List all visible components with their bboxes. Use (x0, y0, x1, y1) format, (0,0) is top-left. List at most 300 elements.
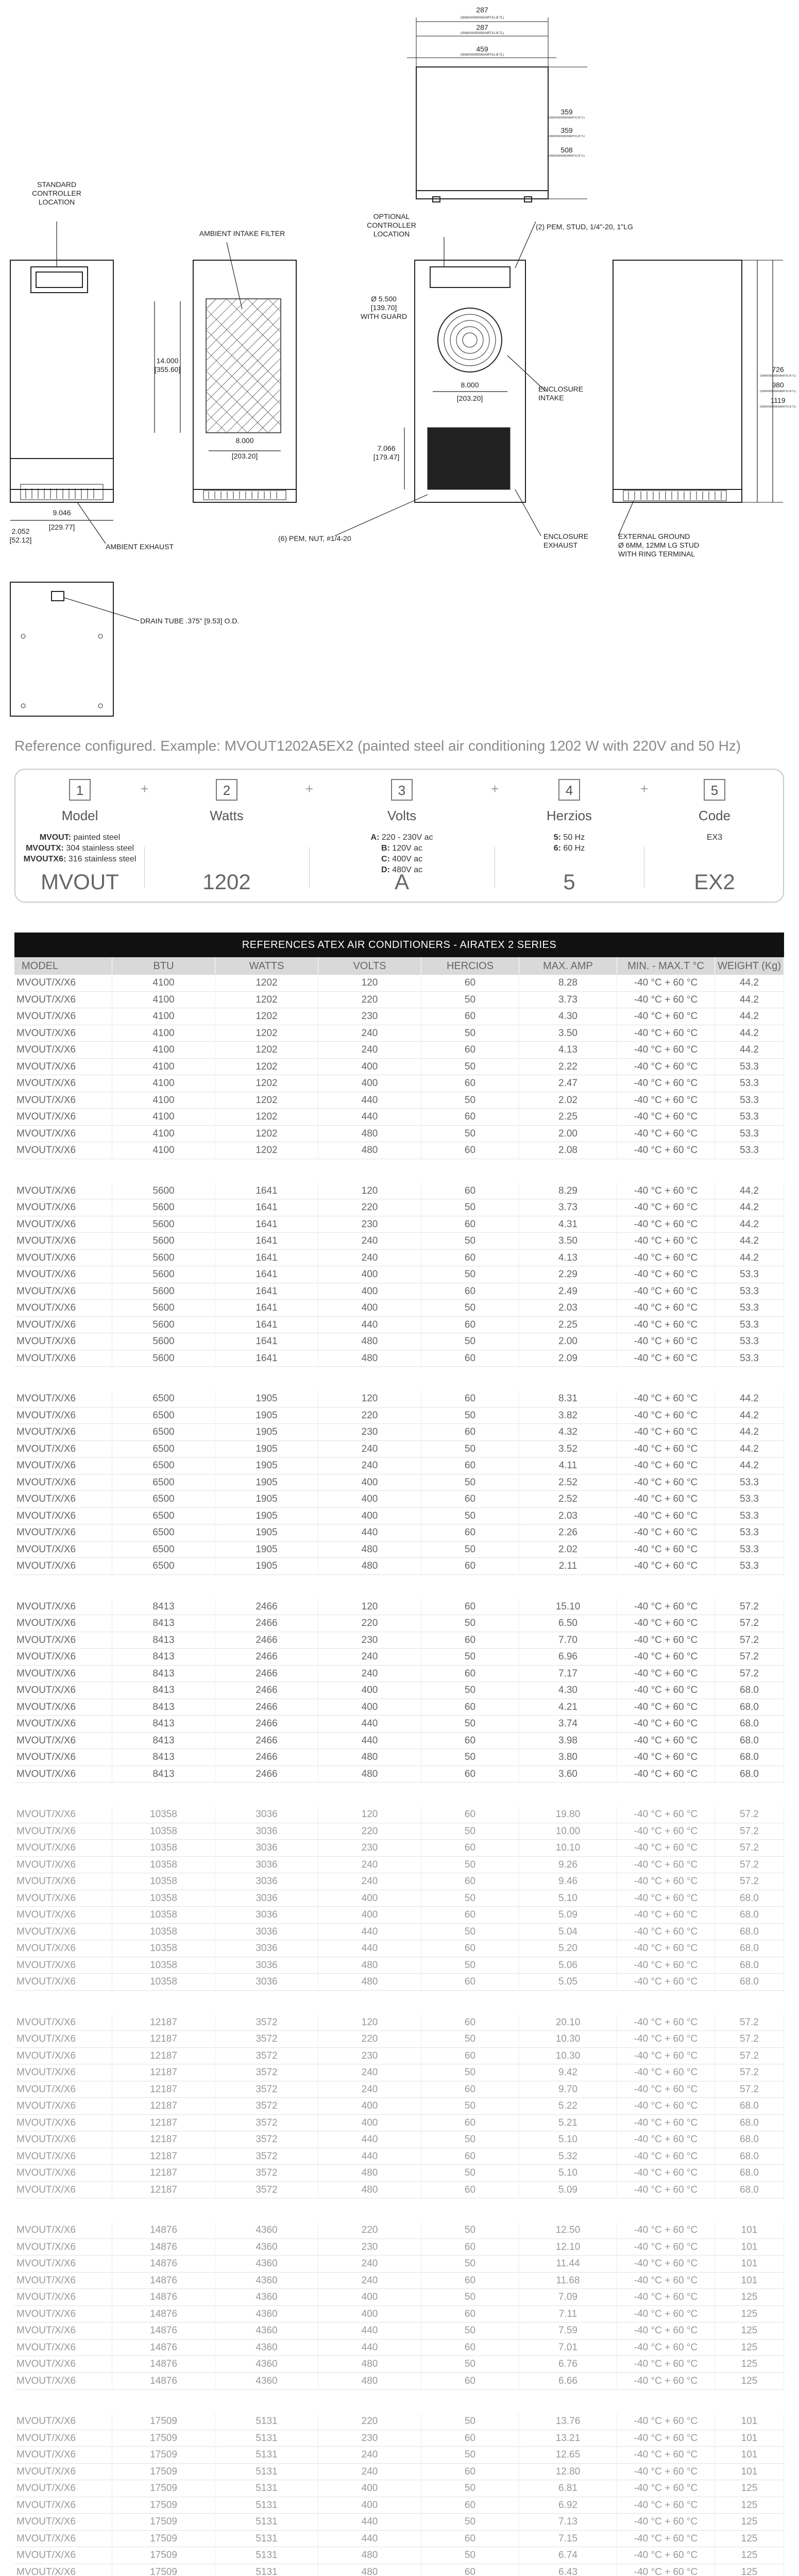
dim-726: 726 (772, 365, 784, 374)
table-cell: 400 (318, 1890, 421, 1906)
dim-287-b-sub: (SNWX00000000AIRTX1-B TL) (460, 32, 504, 35)
table-cell: MVOUT/X/X6 (14, 1823, 112, 1839)
config-plus-sign: + (491, 781, 499, 796)
table-cell: 480 (318, 2356, 421, 2372)
table-cell: 240 (318, 2464, 421, 2480)
table-cell: 480 (318, 2547, 421, 2563)
table-row (14, 2547, 784, 2564)
table-cell: -40 °C + 60 °C (617, 1957, 715, 1973)
table-cell: MVOUT/X/X6 (14, 2131, 112, 2147)
table-cell: MVOUT/X/X6 (14, 1857, 112, 1873)
table-cell: 50 (421, 2447, 519, 2463)
table-cell: 50 (421, 1541, 519, 1557)
table-cell: 4100 (112, 1092, 215, 1108)
table-cell: 9.26 (519, 1857, 617, 1873)
table-cell: -40 °C + 60 °C (617, 1025, 715, 1041)
table-row (14, 1491, 784, 1508)
table-cell: MVOUT/X/X6 (14, 2564, 112, 2576)
config-column-3 (309, 770, 495, 902)
table-row (14, 1042, 784, 1059)
table-cell: MVOUT/X/X6 (14, 2222, 112, 2238)
table-row (14, 2323, 784, 2340)
table-cell: 53.3 (715, 1266, 784, 1282)
table-header-cell: MIN. - MAX.T °C (617, 957, 715, 975)
table-cell: 60 (421, 1974, 519, 1990)
table-cell: 240 (318, 2081, 421, 2097)
table-cell: MVOUT/X/X6 (14, 2014, 112, 2030)
table-row (14, 1666, 784, 1683)
table-cell: -40 °C + 60 °C (617, 2031, 715, 2047)
dim-359-b: 359 (560, 126, 573, 134)
table-cell: 60 (421, 1840, 519, 1856)
table-cell: MVOUT/X/X6 (14, 1183, 112, 1199)
table-cell: 10358 (112, 1890, 215, 1906)
table-cell: MVOUT/X/X6 (14, 1974, 112, 1990)
table-cell: 2.26 (519, 1524, 617, 1540)
table-cell: MVOUT/X/X6 (14, 2413, 112, 2429)
config-step-label: Volts (387, 808, 417, 823)
table-cell: 400 (318, 1682, 421, 1698)
table-cell: 3036 (215, 1873, 318, 1889)
table-row (14, 1649, 784, 1666)
table-cell: 50 (421, 2356, 519, 2372)
table-cell: 125 (715, 2531, 784, 2547)
table-cell: 400 (318, 1266, 421, 1282)
table-cell: 12187 (112, 2148, 215, 2164)
config-step-label: Model (61, 808, 98, 823)
table-cell: 53.3 (715, 1075, 784, 1091)
table-row (14, 2306, 784, 2323)
table-cell: 5131 (215, 2447, 318, 2463)
dim-287-b: 287 (476, 23, 488, 31)
table-cell: 12187 (112, 2165, 215, 2181)
dim-508: 508 (560, 146, 573, 154)
table-cell: MVOUT/X/X6 (14, 1840, 112, 1856)
table-cell: 125 (715, 2323, 784, 2338)
table-cell: 68.0 (715, 1940, 784, 1956)
table-cell: 6500 (112, 1408, 215, 1423)
table-cell: 50 (421, 2131, 519, 2147)
config-step-value: 5 (563, 870, 575, 894)
table-cell: 125 (715, 2564, 784, 2576)
table-cell: MVOUT/X/X6 (14, 2048, 112, 2064)
table-cell: 19.80 (519, 1806, 617, 1822)
config-step-options: 5: 50 Hz 6: 60 Hz (553, 833, 585, 853)
table-cell: -40 °C + 60 °C (617, 1126, 715, 1142)
table-cell: -40 °C + 60 °C (617, 1716, 715, 1732)
table-row (14, 1317, 784, 1334)
table-cell: MVOUT/X/X6 (14, 2115, 112, 2131)
table-cell: -40 °C + 60 °C (617, 2480, 715, 2496)
pem-stud-label: (2) PEM, STUD, 1/4"-20, 1"LG (536, 223, 633, 231)
table-cell: -40 °C + 60 °C (617, 2323, 715, 2338)
table-cell: 3572 (215, 2014, 318, 2030)
dim-8-b-label-1: 8.000 (461, 381, 479, 389)
table-cell: -40 °C + 60 °C (617, 1250, 715, 1266)
table-cell: 60 (421, 2430, 519, 2446)
table-cell: 60 (421, 1873, 519, 1889)
table-row (14, 1924, 784, 1941)
table-cell: 6500 (112, 1541, 215, 1557)
table-cell: -40 °C + 60 °C (617, 1558, 715, 1574)
table-row (14, 1857, 784, 1874)
table-row (14, 2165, 784, 2182)
table-cell: MVOUT/X/X6 (14, 1059, 112, 1075)
table-cell: 4100 (112, 1109, 215, 1125)
table-cell: 6.74 (519, 2547, 617, 2563)
table-cell: MVOUT/X/X6 (14, 1508, 112, 1524)
technical-drawings (0, 0, 799, 721)
table-cell: 6500 (112, 1475, 215, 1490)
config-step-label: Code (698, 808, 731, 823)
table-cell: 14876 (112, 2323, 215, 2338)
table-cell: 2.25 (519, 1317, 617, 1333)
dim-14-label-1: 14.000 (156, 357, 179, 365)
dim-8-a-label-1: 8.000 (235, 436, 254, 445)
table-cell: 3036 (215, 1924, 318, 1940)
table-header-cell: HERCIOS (421, 957, 519, 975)
table-cell: 5131 (215, 2480, 318, 2496)
table-cell: 60 (421, 1806, 519, 1822)
table-cell: 8413 (112, 1733, 215, 1749)
table-cell: 12187 (112, 2182, 215, 2198)
table-cell: 400 (318, 2115, 421, 2131)
table-cell: 13.21 (519, 2430, 617, 2446)
table-cell: 480 (318, 1558, 421, 1574)
table-cell: MVOUT/X/X6 (14, 1458, 112, 1473)
table-cell: 17509 (112, 2564, 215, 2576)
table-cell: -40 °C + 60 °C (617, 2115, 715, 2131)
table-cell: 2.03 (519, 1300, 617, 1316)
table-row (14, 2447, 784, 2464)
table-row (14, 1749, 784, 1766)
table-cell: 60 (421, 975, 519, 991)
table-cell: 12187 (112, 2115, 215, 2131)
table-cell: 57.2 (715, 1649, 784, 1665)
table-cell: 2.52 (519, 1491, 617, 1507)
table-cell: 13.76 (519, 2413, 617, 2429)
table-cell: 230 (318, 1008, 421, 1024)
table-cell: MVOUT/X/X6 (14, 1649, 112, 1665)
fan-guard (438, 308, 502, 372)
table-cell: 5131 (215, 2497, 318, 2513)
table-row (14, 2222, 784, 2239)
table-cell: 2.49 (519, 1283, 617, 1299)
table-cell: 53.3 (715, 1541, 784, 1557)
standard-controller-label-1: STANDARD (37, 180, 76, 189)
table-cell: 440 (318, 1940, 421, 1956)
table-cell: 57.2 (715, 1840, 784, 1856)
dim-2052-label-1: 2.052 (11, 527, 30, 535)
table-cell: 3572 (215, 2048, 318, 2064)
table-cell: 12.50 (519, 2222, 617, 2238)
table-row (14, 2373, 784, 2390)
table-cell: 101 (715, 2464, 784, 2480)
table-cell: 5600 (112, 1183, 215, 1199)
optional-controller-label-1: OPTIONAL (373, 212, 410, 221)
table-cell: 1641 (215, 1183, 318, 1199)
table-row (14, 2131, 784, 2148)
table-cell: 44.2 (715, 1391, 784, 1406)
table-cell: 5.05 (519, 1974, 617, 1990)
table-cell: MVOUT/X/X6 (14, 1806, 112, 1822)
pem-nut-label: (6) PEM, NUT, #1/4-20 (278, 534, 351, 543)
table-cell: MVOUT/X/X6 (14, 2165, 112, 2181)
table-cell: 68.0 (715, 1974, 784, 1990)
table-cell: -40 °C + 60 °C (617, 1283, 715, 1299)
table-row (14, 1266, 784, 1283)
table-cell: 3036 (215, 1857, 318, 1873)
table-cell: 6.50 (519, 1615, 617, 1631)
config-step-number: 1 (69, 779, 91, 801)
table-row (14, 992, 784, 1009)
table-cell: MVOUT/X/X6 (14, 1333, 112, 1349)
table-cell: 1202 (215, 1059, 318, 1075)
table-cell: 7.09 (519, 2289, 617, 2305)
table-cell: 17509 (112, 2531, 215, 2547)
table-cell: 400 (318, 2306, 421, 2322)
table-cell: 50 (421, 2289, 519, 2305)
table-cell: 44.2 (715, 1042, 784, 1058)
table-cell: MVOUT/X/X6 (14, 1940, 112, 1956)
table-cell: 8.29 (519, 1183, 617, 1199)
table-row (14, 1126, 784, 1143)
table-cell: 101 (715, 2447, 784, 2463)
table-row (14, 2340, 784, 2357)
table-cell: 5.04 (519, 1924, 617, 1940)
table-cell: 12187 (112, 2048, 215, 2064)
table-cell: 60 (421, 1940, 519, 1956)
table-cell: 12187 (112, 2031, 215, 2047)
table-cell: 12187 (112, 2014, 215, 2030)
table-cell: 12187 (112, 2081, 215, 2097)
table-cell: 480 (318, 1766, 421, 1782)
table-cell: -40 °C + 60 °C (617, 1615, 715, 1631)
table-cell: 50 (421, 2547, 519, 2563)
table-cell: -40 °C + 60 °C (617, 2413, 715, 2429)
table-cell: 1641 (215, 1250, 318, 1266)
table-cell: 6500 (112, 1508, 215, 1524)
table-cell: 44.2 (715, 1424, 784, 1440)
table-cell: 1202 (215, 1075, 318, 1091)
config-column-5 (644, 770, 785, 902)
table-cell: 60 (421, 1458, 519, 1473)
fan-dia-label-3: WITH GUARD (360, 312, 407, 320)
table-cell: -40 °C + 60 °C (617, 2547, 715, 2563)
table-cell: 220 (318, 1823, 421, 1839)
table-cell: 5.10 (519, 2131, 617, 2147)
table-cell: 50 (421, 1092, 519, 1108)
table-cell: 230 (318, 1216, 421, 1232)
drain-tube-label: DRAIN TUBE .375" [9.53] O.D. (140, 617, 240, 625)
table-row (14, 1333, 784, 1350)
table-cell: 1202 (215, 975, 318, 991)
table-cell: -40 °C + 60 °C (617, 1109, 715, 1125)
optional-controller-label-3: LOCATION (373, 230, 410, 238)
table-row (14, 1183, 784, 1200)
table-cell: 12.10 (519, 2239, 617, 2255)
table-header-cell: BTU (112, 957, 215, 975)
table-cell: 6500 (112, 1491, 215, 1507)
table-cell: 400 (318, 1075, 421, 1091)
table-cell: MVOUT/X/X6 (14, 2148, 112, 2164)
enclosure-exhaust-label-1: ENCLOSURE (543, 532, 589, 540)
table-cell: 3572 (215, 2131, 318, 2147)
table-cell: 17509 (112, 2413, 215, 2429)
table-row (14, 2356, 784, 2373)
table-cell: 8413 (112, 1615, 215, 1631)
table-row (14, 1599, 784, 1616)
table-cell: 50 (421, 1823, 519, 1839)
table-cell: 68.0 (715, 1924, 784, 1940)
table-cell: MVOUT/X/X6 (14, 1682, 112, 1698)
table-cell: 1641 (215, 1300, 318, 1316)
table-cell: 60 (421, 2531, 519, 2547)
table-cell: 4.30 (519, 1008, 617, 1024)
table-cell: -40 °C + 60 °C (617, 1524, 715, 1540)
table-cell: MVOUT/X/X6 (14, 1025, 112, 1041)
config-column-1 (15, 770, 144, 902)
table-cell: -40 °C + 60 °C (617, 1233, 715, 1249)
table-cell: -40 °C + 60 °C (617, 2430, 715, 2446)
table-cell: 480 (318, 2373, 421, 2389)
table-cell: 10358 (112, 1924, 215, 1940)
table-row (14, 2413, 784, 2430)
table-cell: 4100 (112, 1025, 215, 1041)
table-cell: -40 °C + 60 °C (617, 1183, 715, 1199)
table-cell: 60 (421, 2373, 519, 2389)
table-cell: MVOUT/X/X6 (14, 1233, 112, 1249)
table-cell: MVOUT/X/X6 (14, 2464, 112, 2480)
table-cell: 4.13 (519, 1250, 617, 1266)
table-cell: 3036 (215, 1907, 318, 1923)
config-column-2 (144, 770, 309, 902)
table-cell: 60 (421, 1766, 519, 1782)
table-cell: 240 (318, 2447, 421, 2463)
table-cell: -40 °C + 60 °C (617, 1699, 715, 1715)
table-cell: MVOUT/X/X6 (14, 1109, 112, 1125)
table-cell: 440 (318, 1924, 421, 1940)
table-cell: 125 (715, 2547, 784, 2563)
table-cell: 5.20 (519, 1940, 617, 1956)
table-cell: 6500 (112, 1424, 215, 1440)
table-cell: MVOUT/X/X6 (14, 1350, 112, 1366)
table-cell: 6500 (112, 1524, 215, 1540)
table-cell: 50 (421, 1924, 519, 1940)
table-row (14, 1524, 784, 1541)
table-row (14, 1408, 784, 1425)
table-cell: -40 °C + 60 °C (617, 1682, 715, 1698)
table-cell: MVOUT/X/X6 (14, 1424, 112, 1440)
table-cell: 15.10 (519, 1599, 617, 1615)
table-cell: 12.80 (519, 2464, 617, 2480)
table-cell: MVOUT/X/X6 (14, 1558, 112, 1574)
table-cell: 440 (318, 1524, 421, 1540)
table-cell: 50 (421, 1682, 519, 1698)
table-cell: MVOUT/X/X6 (14, 1391, 112, 1406)
table-row (14, 2014, 784, 2031)
table-cell: 480 (318, 1749, 421, 1765)
table-cell: -40 °C + 60 °C (617, 2447, 715, 2463)
table-cell: MVOUT/X/X6 (14, 1524, 112, 1540)
table-cell: MVOUT/X/X6 (14, 2256, 112, 2272)
table-cell: MVOUT/X/X6 (14, 1541, 112, 1557)
table-cell: 60 (421, 1699, 519, 1715)
table-cell: 3572 (215, 2081, 318, 2097)
table-cell: 5600 (112, 1216, 215, 1232)
table-cell: 400 (318, 2480, 421, 2496)
table-cell: 120 (318, 975, 421, 991)
table-cell: 50 (421, 1300, 519, 1316)
table-cell: 7.13 (519, 2514, 617, 2530)
dim-508-sub: (SNWX00000000AIRTX1-B TL) (548, 155, 585, 158)
table-row (14, 1283, 784, 1300)
table-cell: 44.2 (715, 1199, 784, 1215)
table-cell: -40 °C + 60 °C (617, 2222, 715, 2238)
table-cell: 5600 (112, 1199, 215, 1215)
dim-359-a-sub: (SNWX00000000AIRTX1-B TL) (548, 116, 585, 120)
table-cell: 1202 (215, 1092, 318, 1108)
table-cell: 230 (318, 1840, 421, 1856)
table-cell: 5.21 (519, 2115, 617, 2131)
table-cell: 53.3 (715, 1524, 784, 1540)
table-cell: 4360 (215, 2222, 318, 2238)
table-cell: 5600 (112, 1350, 215, 1366)
table-cell: 12187 (112, 2064, 215, 2080)
table-cell: 5600 (112, 1266, 215, 1282)
table-cell: 50 (421, 1615, 519, 1631)
table-row (14, 1475, 784, 1492)
table-cell: 8413 (112, 1682, 215, 1698)
table-cell: 230 (318, 2048, 421, 2064)
table-cell: 3572 (215, 2182, 318, 2198)
table-cell: -40 °C + 60 °C (617, 1924, 715, 1940)
table-cell: 50 (421, 1475, 519, 1490)
table-cell: MVOUT/X/X6 (14, 1075, 112, 1091)
table-header-cell: MAX. AMP (519, 957, 617, 975)
table-row (14, 1873, 784, 1890)
table-cell: MVOUT/X/X6 (14, 2340, 112, 2355)
table-cell: 4.31 (519, 1216, 617, 1232)
table-cell: 10358 (112, 1974, 215, 1990)
table-cell: 50 (421, 1649, 519, 1665)
table-cell: -40 °C + 60 °C (617, 1216, 715, 1232)
table-cell: 400 (318, 1491, 421, 1507)
table-cell: 60 (421, 1250, 519, 1266)
table-cell: 60 (421, 1907, 519, 1923)
table-cell: -40 °C + 60 °C (617, 1317, 715, 1333)
table-cell: MVOUT/X/X6 (14, 2323, 112, 2338)
dim-459-sub: (SNWX00000000AIRTX1-B TL) (460, 54, 504, 57)
table-cell: 5600 (112, 1333, 215, 1349)
table-cell: 10.30 (519, 2031, 617, 2047)
table-cell: 480 (318, 2564, 421, 2576)
table-cell: 7.15 (519, 2531, 617, 2547)
table-cell: -40 °C + 60 °C (617, 2098, 715, 2114)
table-cell: -40 °C + 60 °C (617, 1806, 715, 1822)
table-cell: 60 (421, 1491, 519, 1507)
table-cell: 240 (318, 2064, 421, 2080)
config-step-options (144, 832, 309, 868)
table-cell: 60 (421, 2306, 519, 2322)
table-cell: 57.2 (715, 2014, 784, 2030)
table-cell: 440 (318, 1733, 421, 1749)
table-cell: 5600 (112, 1317, 215, 1333)
table-cell: 240 (318, 1042, 421, 1058)
config-step-value: EX2 (694, 870, 735, 894)
table-cell: MVOUT/X/X6 (14, 1317, 112, 1333)
table-cell: 240 (318, 1857, 421, 1873)
